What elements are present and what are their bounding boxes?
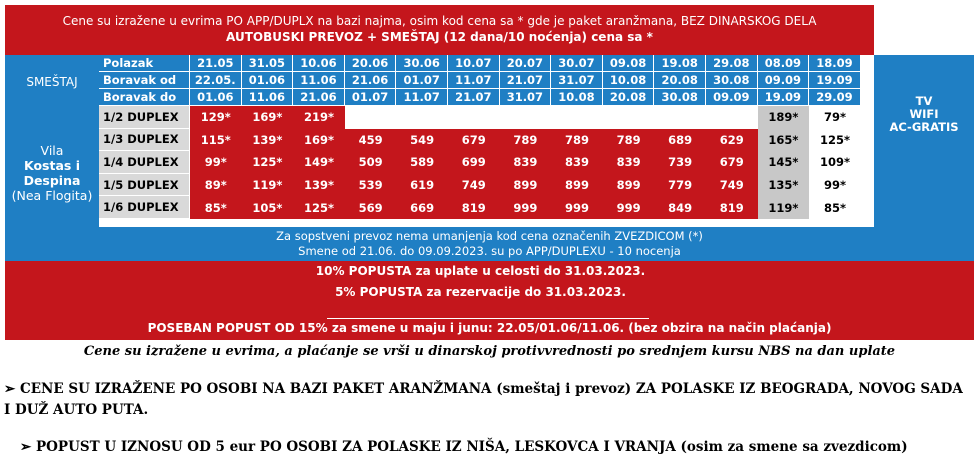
price-cell: 849 xyxy=(654,196,706,219)
note-own-transport: Za sopstveni prevoz nema umanjenja kod cena označenih ZVEZDICOM (*) xyxy=(276,229,703,243)
villa-name-2: Despina xyxy=(23,173,81,188)
discount-band xyxy=(5,261,974,340)
date-cell-boravak_do: 31.07 xyxy=(500,89,552,106)
price-cell: 85* xyxy=(809,196,861,219)
date-cell-boravak_do: 10.08 xyxy=(551,89,603,106)
header-line-2: AUTOBUSKI PREVOZ + SMEŠTAJ (12 dana/10 noćenja) cena sa * xyxy=(226,30,653,44)
date-cell-boravak_do: 11.07 xyxy=(396,89,448,106)
price-cell: 679 xyxy=(706,151,758,174)
date-cell-boravak_do: 01.07 xyxy=(345,89,397,106)
price-cell: 169* xyxy=(242,106,294,129)
price-cell: 789 xyxy=(500,129,552,152)
price-cell: 899 xyxy=(551,174,603,197)
price-cell xyxy=(396,106,448,129)
bullet-prices-text: CENE SU IZRAŽENE PO OSOBI NA BAZI PAKET ARANŽMANA (smeštaj i prevoz) ZA POLASKE IZ BEOGRADA, NOVOG SADA I DUŽ AUTO PUTA. xyxy=(4,381,963,418)
price-cell: 899 xyxy=(603,174,655,197)
price-cell: 689 xyxy=(654,129,706,152)
price-cell: 189* xyxy=(758,106,810,129)
price-cell: 99* xyxy=(809,174,861,197)
price-cell: 999 xyxy=(603,196,655,219)
notes-band xyxy=(5,227,974,261)
date-cell-boravak_od: 09.09 xyxy=(758,72,810,89)
price-cell: 89* xyxy=(190,174,242,197)
villa-name-1: Kostas i xyxy=(24,158,80,173)
date-cell-polazak: 10.06 xyxy=(293,55,345,72)
price-cell: 669 xyxy=(396,196,448,219)
date-cell-boravak_od: 19.09 xyxy=(809,72,861,89)
price-cell xyxy=(706,106,758,129)
price-cell: 105* xyxy=(242,196,294,219)
price-cell xyxy=(654,106,706,129)
price-cell xyxy=(603,106,655,129)
unit-label: 1/3 DUPLEX xyxy=(99,129,190,152)
header-line-1: Cene su izražene u evrima PO APP/DUPLX na bazi najma, osim kod cena sa * gde je paket aranžmana, BEZ DINARSKOG DELA xyxy=(62,14,817,28)
arrow-bullet-icon: ➢ xyxy=(20,439,32,455)
date-cell-boravak_od: 30.08 xyxy=(706,72,758,89)
price-cell: 99* xyxy=(190,151,242,174)
accommodation-column xyxy=(5,55,99,227)
unit-label: 1/5 DUPLEX xyxy=(99,174,190,197)
row-label-boravak_od: Boravak od xyxy=(99,72,190,89)
price-cell xyxy=(448,106,500,129)
date-cell-polazak: 20.06 xyxy=(345,55,397,72)
price-cell: 749 xyxy=(448,174,500,197)
price-cell: 679 xyxy=(448,129,500,152)
ac-label: AC-GRATIS xyxy=(889,120,959,134)
discount-10: 10% POPUSTA za uplate u celosti do 31.03.2023. xyxy=(315,264,646,278)
unit-label: 1/2 DUPLEX xyxy=(99,106,190,129)
price-cell: 125* xyxy=(293,196,345,219)
date-cell-boravak_od: 10.08 xyxy=(603,72,655,89)
tv-label: TV xyxy=(915,94,933,108)
date-cell-boravak_do: 30.08 xyxy=(654,89,706,106)
price-cell: 999 xyxy=(551,196,603,219)
date-cell-boravak_do: 11.06 xyxy=(242,89,294,106)
date-cell-boravak_od: 11.06 xyxy=(293,72,345,89)
price-cell: 169* xyxy=(293,129,345,152)
price-header xyxy=(5,5,874,55)
date-cell-polazak: 19.08 xyxy=(654,55,706,72)
price-cell: 109* xyxy=(809,151,861,174)
price-cell: 789 xyxy=(551,129,603,152)
price-cell: 779 xyxy=(654,174,706,197)
special-discount: POSEBAN POPUST OD 15% za smene u maju i junu: 22.05/01.06/11.06. (bez obzira na način plaćanja) xyxy=(147,321,832,335)
price-cell: 999 xyxy=(500,196,552,219)
row-label-polazak: Polazak xyxy=(99,55,190,72)
price-cell xyxy=(345,106,397,129)
price-cell: 139* xyxy=(293,174,345,197)
unit-label: 1/6 DUPLEX xyxy=(99,196,190,219)
date-cell-polazak: 21.05 xyxy=(190,55,242,72)
price-cell: 789 xyxy=(603,129,655,152)
villa-place: (Nea Flogita) xyxy=(11,188,93,203)
price-cell: 115* xyxy=(190,129,242,152)
date-cell-boravak_od: 22.05. xyxy=(190,72,242,89)
price-cell: 79* xyxy=(809,106,861,129)
price-cell: 129* xyxy=(190,106,242,129)
price-cell: 459 xyxy=(345,129,397,152)
price-cell: 569 xyxy=(345,196,397,219)
price-cell xyxy=(500,106,552,129)
date-cell-polazak: 30.07 xyxy=(551,55,603,72)
price-cell: 119* xyxy=(758,196,810,219)
price-cell: 125* xyxy=(809,129,861,152)
date-cell-polazak: 29.08 xyxy=(706,55,758,72)
price-cell: 125* xyxy=(242,151,294,174)
date-cell-boravak_do: 21.07 xyxy=(448,89,500,106)
price-cell: 839 xyxy=(500,151,552,174)
date-cell-boravak_od: 20.08 xyxy=(654,72,706,89)
price-cell: 839 xyxy=(551,151,603,174)
price-cell: 819 xyxy=(448,196,500,219)
note-shifts: Smene od 21.06. do 09.09.2023. su po APP/DUPLEXU - 10 nocenja xyxy=(298,244,681,258)
price-cell: 135* xyxy=(758,174,810,197)
date-cell-polazak: 09.08 xyxy=(603,55,655,72)
price-cell: 85* xyxy=(190,196,242,219)
price-cell: 589 xyxy=(396,151,448,174)
date-cell-boravak_od: 21.06 xyxy=(345,72,397,89)
date-cell-boravak_do: 01.06 xyxy=(190,89,242,106)
price-cell: 749 xyxy=(706,174,758,197)
price-cell: 219* xyxy=(293,106,345,129)
smestaj-label: SMEŠTAJ xyxy=(26,75,78,89)
date-cell-boravak_do: 19.09 xyxy=(758,89,810,106)
date-cell-boravak_od: 21.07 xyxy=(500,72,552,89)
row-label-boravak_do: Boravak do xyxy=(99,89,190,106)
date-cell-polazak: 31.05 xyxy=(242,55,294,72)
amenities-column xyxy=(874,55,974,227)
date-cell-boravak_od: 11.07 xyxy=(448,72,500,89)
price-cell: 839 xyxy=(603,151,655,174)
bullet-discount xyxy=(20,437,970,457)
date-cell-boravak_do: 21.06 xyxy=(293,89,345,106)
date-cell-polazak: 18.09 xyxy=(809,55,861,72)
date-cell-polazak: 20.07 xyxy=(500,55,552,72)
discount-divider xyxy=(327,318,649,319)
bullet-prices xyxy=(4,379,964,421)
price-cell: 819 xyxy=(706,196,758,219)
wifi-label: WIFI xyxy=(909,107,939,121)
price-cell: 539 xyxy=(345,174,397,197)
price-cell: 145* xyxy=(758,151,810,174)
bullet-discount-text: POPUST U IZNOSU OD 5 eur PO OSOBI ZA POLASKE IZ NIŠA, LESKOVCA I VRANJA (osim za smene sa zvezdicom) xyxy=(36,439,908,455)
date-cell-polazak: 30.06 xyxy=(396,55,448,72)
price-cell: 139* xyxy=(242,129,294,152)
price-cell: 899 xyxy=(500,174,552,197)
date-cell-boravak_od: 01.07 xyxy=(396,72,448,89)
date-cell-boravak_od: 31.07 xyxy=(551,72,603,89)
date-cell-boravak_do: 20.08 xyxy=(603,89,655,106)
price-cell: 739 xyxy=(654,151,706,174)
price-cell: 509 xyxy=(345,151,397,174)
price-cell xyxy=(551,106,603,129)
date-cell-boravak_od: 01.06 xyxy=(242,72,294,89)
villa-label: Vila xyxy=(40,143,64,158)
price-cell: 549 xyxy=(396,129,448,152)
unit-label: 1/4 DUPLEX xyxy=(99,151,190,174)
date-cell-boravak_do: 29.09 xyxy=(809,89,861,106)
date-cell-boravak_do: 09.09 xyxy=(706,89,758,106)
date-cell-polazak: 10.07 xyxy=(448,55,500,72)
date-cell-polazak: 08.09 xyxy=(758,55,810,72)
price-cell: 629 xyxy=(706,129,758,152)
price-cell: 619 xyxy=(396,174,448,197)
price-cell: 699 xyxy=(448,151,500,174)
arrow-bullet-icon: ➢ xyxy=(4,381,16,397)
price-cell: 165* xyxy=(758,129,810,152)
price-cell: 149* xyxy=(293,151,345,174)
price-cell: 119* xyxy=(242,174,294,197)
discount-5: 5% POPUSTA za rezervacije do 31.03.2023. xyxy=(335,285,626,299)
currency-note: Cene su izražene u evrima, a plaćanje se vrši u dinarskoj protivvrednosti po srednjem kursu NBS na dan uplate xyxy=(83,344,896,359)
